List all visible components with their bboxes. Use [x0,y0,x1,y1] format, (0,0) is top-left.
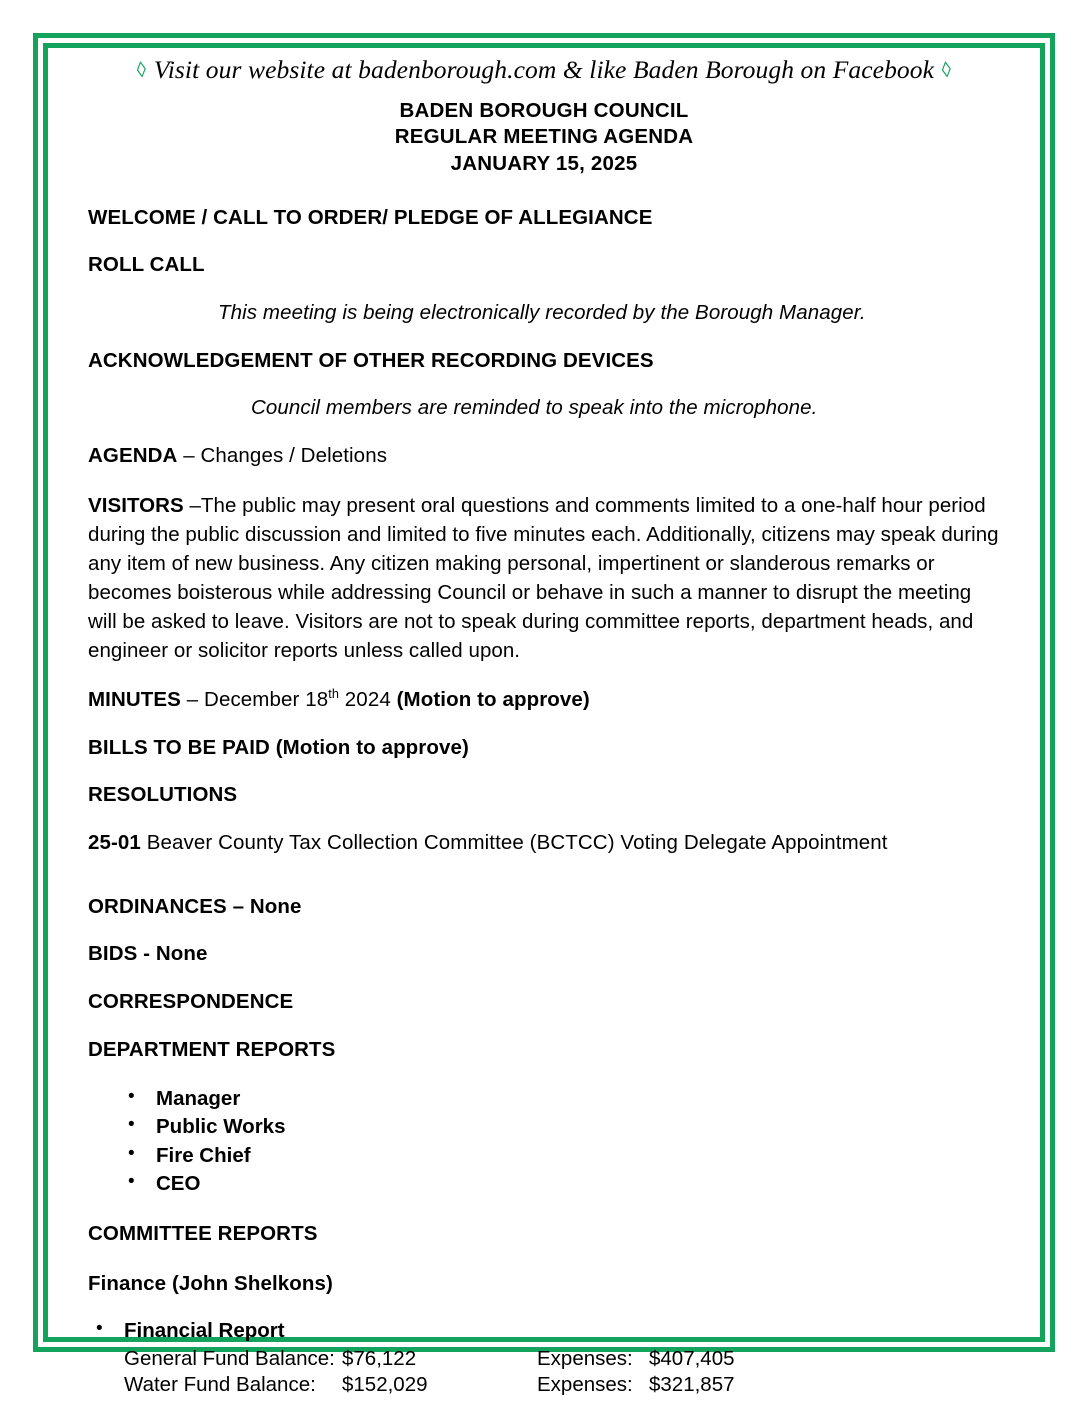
section-acknowledgement-heading: ACKNOWLEDGEMENT OF OTHER RECORDING DEVICES [88,348,654,372]
visitors-text: –The public may present oral questions and comments limited to a one-half hour period during the public discussion and limited to five minutes each. Additionally, citizens may speak during any item of new business. Any citizen making personal, impertinent or slanderous remarks or becomes boisterous while addressing Council or behave in such a manner to disrupt the meeting will be asked to leave. Visitors are not to speak during committee reports, department heads, and engineer or solicitor reports unless called upon. [88,493,999,663]
document-title-block [88,98,1000,177]
minutes-label: MINUTES [88,688,181,712]
list-item: • Public Works [128,1114,1000,1140]
minutes-date-ordinal: th [328,686,340,702]
visitors-label: VISITORS [88,493,184,517]
microphone-note: Council members are reminded to speak into the microphone. [251,396,818,420]
diamond-icon-right: ◊ [940,56,953,83]
section-visitors [88,491,1000,666]
tagline-text: Visit our website at badenborough.com & like Baden Borough on Facebook [153,55,935,84]
section-welcome-heading: WELCOME / CALL TO ORDER/ PLEDGE OF ALLEGIANCE [88,205,653,229]
title-line-council: BADEN BOROUGH COUNCIL [399,99,689,123]
general-fund-amount: $76,122 [342,1346,417,1370]
recording-note: This meeting is being electronically recorded by the Borough Manager. [218,301,866,324]
website-tagline [88,56,1000,84]
list-item: • Fire Chief [128,1143,1000,1169]
list-item: • CEO [128,1171,1000,1197]
finance-subheading: Finance (John Shelkons) [88,1271,333,1295]
minutes-date-text: – December 18 [180,688,329,712]
agenda-label: AGENDA [88,443,178,467]
section-minutes [88,687,1000,713]
document-content [88,56,1000,1408]
general-fund-expenses-label: Expenses: [537,1346,633,1370]
section-committee-reports-heading: COMMITTEE REPORTS [88,1222,318,1246]
section-agenda [88,443,1000,469]
list-item: • Manager [128,1086,1000,1112]
title-line-date: JANUARY 15, 2025 [450,151,638,175]
section-department-reports-heading: DEPARTMENT REPORTS [88,1037,336,1061]
water-fund-expenses-label: Expenses: [537,1372,633,1396]
title-line-agenda: REGULAR MEETING AGENDA [394,125,694,149]
water-fund-amount: $152,029 [342,1372,428,1396]
section-bids-heading: BIDS - None [88,942,208,966]
water-fund-expenses-amount: $321,857 [649,1372,735,1396]
financial-report-block [88,1318,1000,1398]
resolution-item-25-01 [88,830,1000,856]
minutes-year: 2024 [339,688,397,712]
water-fund-label: Water Fund Balance: [124,1372,316,1396]
department-reports-list [88,1086,1000,1197]
section-correspondence-heading: CORRESPONDENCE [88,989,294,1013]
financial-report-label: • Financial Report [88,1318,1000,1344]
general-fund-expenses-amount: $407,405 [649,1346,735,1370]
table-row [124,1346,1000,1372]
resolution-number: 25-01 [88,831,141,855]
section-bills-heading: BILLS TO BE PAID (Motion to approve) [88,735,469,759]
financial-report-rows [88,1346,1000,1398]
section-roll-call-heading: ROLL CALL [88,253,205,277]
resolution-text: Beaver County Tax Collection Committee (BCTCC) Voting Delegate Appointment [140,831,888,855]
table-row [124,1372,1000,1398]
general-fund-label: General Fund Balance: [124,1346,335,1370]
minutes-motion: (Motion to approve) [396,688,590,712]
section-ordinances-heading: ORDINANCES – None [88,894,302,918]
diamond-icon-left: ◊ [135,56,148,83]
agenda-rest: – Changes / Deletions [177,443,388,467]
section-resolutions-heading: RESOLUTIONS [88,783,238,807]
